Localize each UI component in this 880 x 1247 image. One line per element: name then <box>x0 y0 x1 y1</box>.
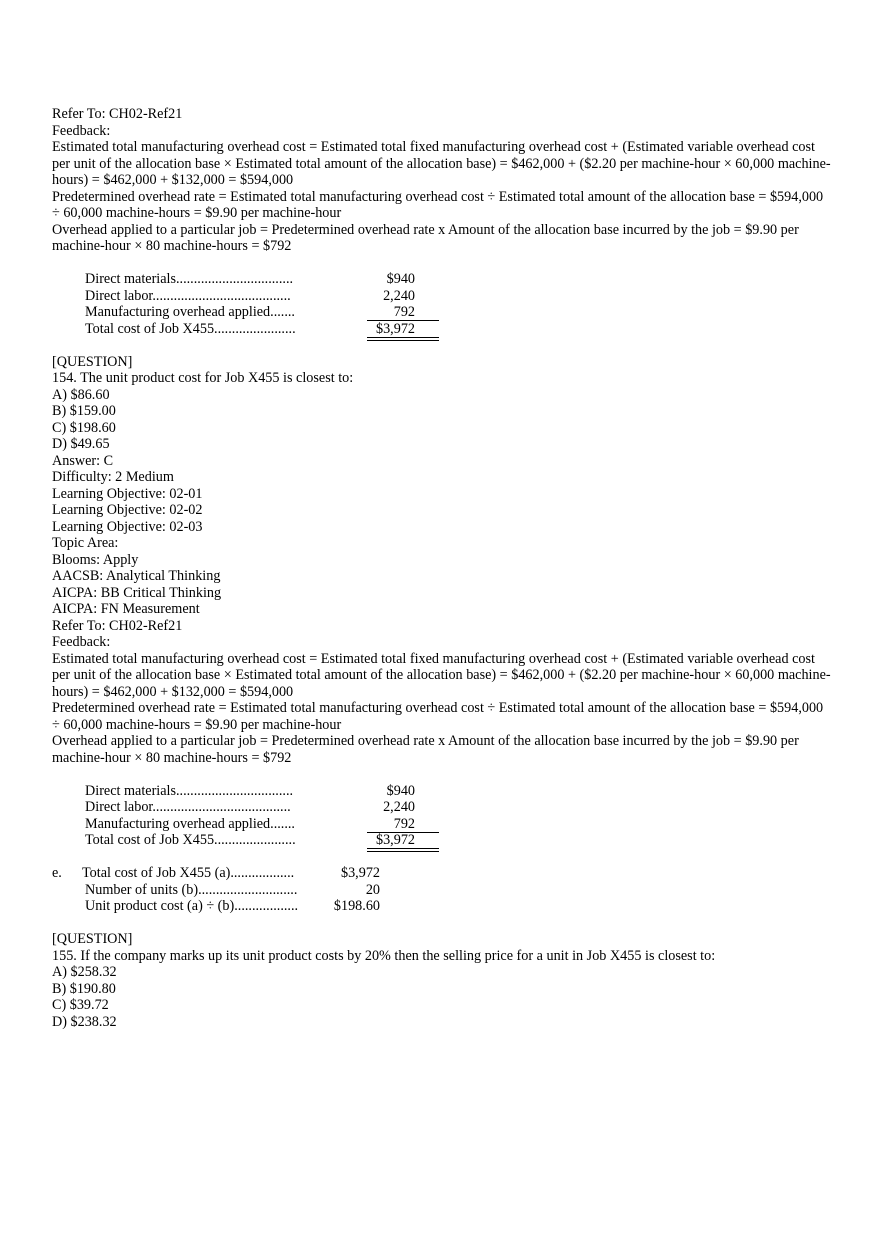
aicpa-line: AICPA: FN Measurement <box>52 601 200 617</box>
cost-row-direct-materials <box>85 271 415 288</box>
unit-value: 20 <box>365 881 380 898</box>
feedback-paragraph: Estimated total manufacturing overhead cost = Estimated total fixed manufacturing overhead cost + (Estimated variable overhead cost per unit of the allocation base × Estimated total amount of the allocation base) = $462,000 + ($2.20 per machine-hour × 60,000 machine-hours) = $462,000 + $132,000 = $594,000 <box>52 139 831 188</box>
unit-row-number-of-units <box>52 882 452 899</box>
cost-label: Total cost of Job X455....................... <box>85 832 296 848</box>
cost-label: Direct labor....................................... <box>85 799 291 815</box>
cost-row-direct-materials <box>85 783 415 800</box>
answer-option-b: B) $190.80 <box>52 980 116 997</box>
question-text: 154. The unit product cost for Job X455 is closest to: <box>52 370 354 386</box>
total-double-rule <box>367 337 439 341</box>
cost-value: 792 <box>393 304 415 320</box>
cost-row-total <box>85 832 415 849</box>
topic-area-line: Topic Area: <box>52 535 119 551</box>
question-tag: [QUESTION] <box>52 931 133 947</box>
learning-objective-line: Learning Objective: 02-02 <box>52 502 203 518</box>
cost-label: Manufacturing overhead applied....... <box>85 304 295 320</box>
cost-row-direct-labor <box>85 799 415 816</box>
answer-option-c: C) $39.72 <box>52 997 109 1013</box>
total-double-rule <box>367 848 439 852</box>
feedback-paragraph: Predetermined overhead rate = Estimated total manufacturing overhead cost ÷ Estimated total amount of the allocation base = $594,000 ÷ 60,000 machine-hours = $9.90 per machine-hour <box>52 700 824 733</box>
answer-option-b: B) $159.00 <box>52 403 116 419</box>
cost-value: 792 <box>393 815 415 832</box>
unit-value: $3,972 <box>340 865 380 881</box>
learning-objective-line: Learning Objective: 02-01 <box>52 485 203 502</box>
unit-value: $198.60 <box>333 898 380 914</box>
question-tag: [QUESTION] <box>52 353 133 370</box>
feedback-paragraph: Overhead applied to a particular job = Predetermined overhead rate x Amount of the allocation base incurred by the job = $9.90 per machine-hour × 80 machine-hours = $792 <box>52 221 799 254</box>
unit-row-unit-product-cost <box>52 898 452 915</box>
cost-label: Total cost of Job X455....................... <box>85 320 296 337</box>
job-cost-table <box>85 271 415 337</box>
cost-value: $940 <box>386 782 415 799</box>
cost-label: Direct materials................................. <box>85 782 294 799</box>
cost-label: Manufacturing overhead applied....... <box>85 815 295 832</box>
feedback-label: Feedback: <box>52 122 111 139</box>
feedback-paragraph: Predetermined overhead rate = Estimated total manufacturing overhead cost ÷ Estimated total amount of the allocation base = $594,000 ÷ 60,000 machine-hours = $9.90 per machine-hour <box>52 188 824 221</box>
cost-value: $3,972 <box>375 832 415 848</box>
document-page <box>52 106 832 1030</box>
item-letter: e. <box>52 865 62 881</box>
answer-option-d: D) $49.65 <box>52 436 110 452</box>
cost-label: Direct labor....................................... <box>85 287 291 304</box>
unit-label: Total cost of Job X455 (a).................. <box>82 865 295 881</box>
cost-value: $3,972 <box>375 320 415 337</box>
cost-row-overhead <box>85 304 415 321</box>
blooms-line: Blooms: Apply <box>52 551 139 568</box>
feedback-label: Feedback: <box>52 634 111 650</box>
unit-cost-table <box>52 865 452 915</box>
answer-option-a: A) $86.60 <box>52 386 110 403</box>
cost-row-direct-labor <box>85 288 415 305</box>
unit-label: Number of units (b)............................ <box>85 881 298 898</box>
cost-row-total <box>85 321 415 338</box>
feedback-paragraph: Estimated total manufacturing overhead cost = Estimated total fixed manufacturing overhead cost + (Estimated variable overhead cost per unit of the allocation base × Estimated total amount of the allocation base) = $462,000 + ($2.20 per machine-hour × 60,000 machine-hours) = $462,000 + $132,000 = $594,000 <box>52 650 831 700</box>
aacsb-line: AACSB: Analytical Thinking <box>52 568 221 584</box>
answer-option-c: C) $198.60 <box>52 419 116 436</box>
answer-option-d: D) $238.32 <box>52 1013 117 1030</box>
refer-to-line: Refer To: CH02-Ref21 <box>52 617 183 634</box>
refer-to-line: Refer To: CH02-Ref21 <box>52 106 183 122</box>
cost-value: 2,240 <box>383 287 415 304</box>
learning-objective-line: Learning Objective: 02-03 <box>52 518 203 535</box>
answer-line: Answer: C <box>52 452 114 469</box>
job-cost-table <box>85 783 415 849</box>
aicpa-line: AICPA: BB Critical Thinking <box>52 584 222 601</box>
difficulty-line: Difficulty: 2 Medium <box>52 469 174 485</box>
unit-row-total-cost <box>52 865 452 882</box>
answer-option-a: A) $258.32 <box>52 964 117 980</box>
question-text: 155. If the company marks up its unit product costs by 20% then the selling price for a unit in Job X455 is closest to: <box>52 947 716 964</box>
cost-row-overhead <box>85 816 415 833</box>
cost-value: 2,240 <box>383 799 415 815</box>
feedback-paragraph: Overhead applied to a particular job = Predetermined overhead rate x Amount of the allocation base incurred by the job = $9.90 per machine-hour × 80 machine-hours = $792 <box>52 733 799 766</box>
cost-label: Direct materials................................. <box>85 271 294 287</box>
cost-value: $940 <box>386 271 415 287</box>
unit-label: Unit product cost (a) ÷ (b).................. <box>85 898 299 914</box>
